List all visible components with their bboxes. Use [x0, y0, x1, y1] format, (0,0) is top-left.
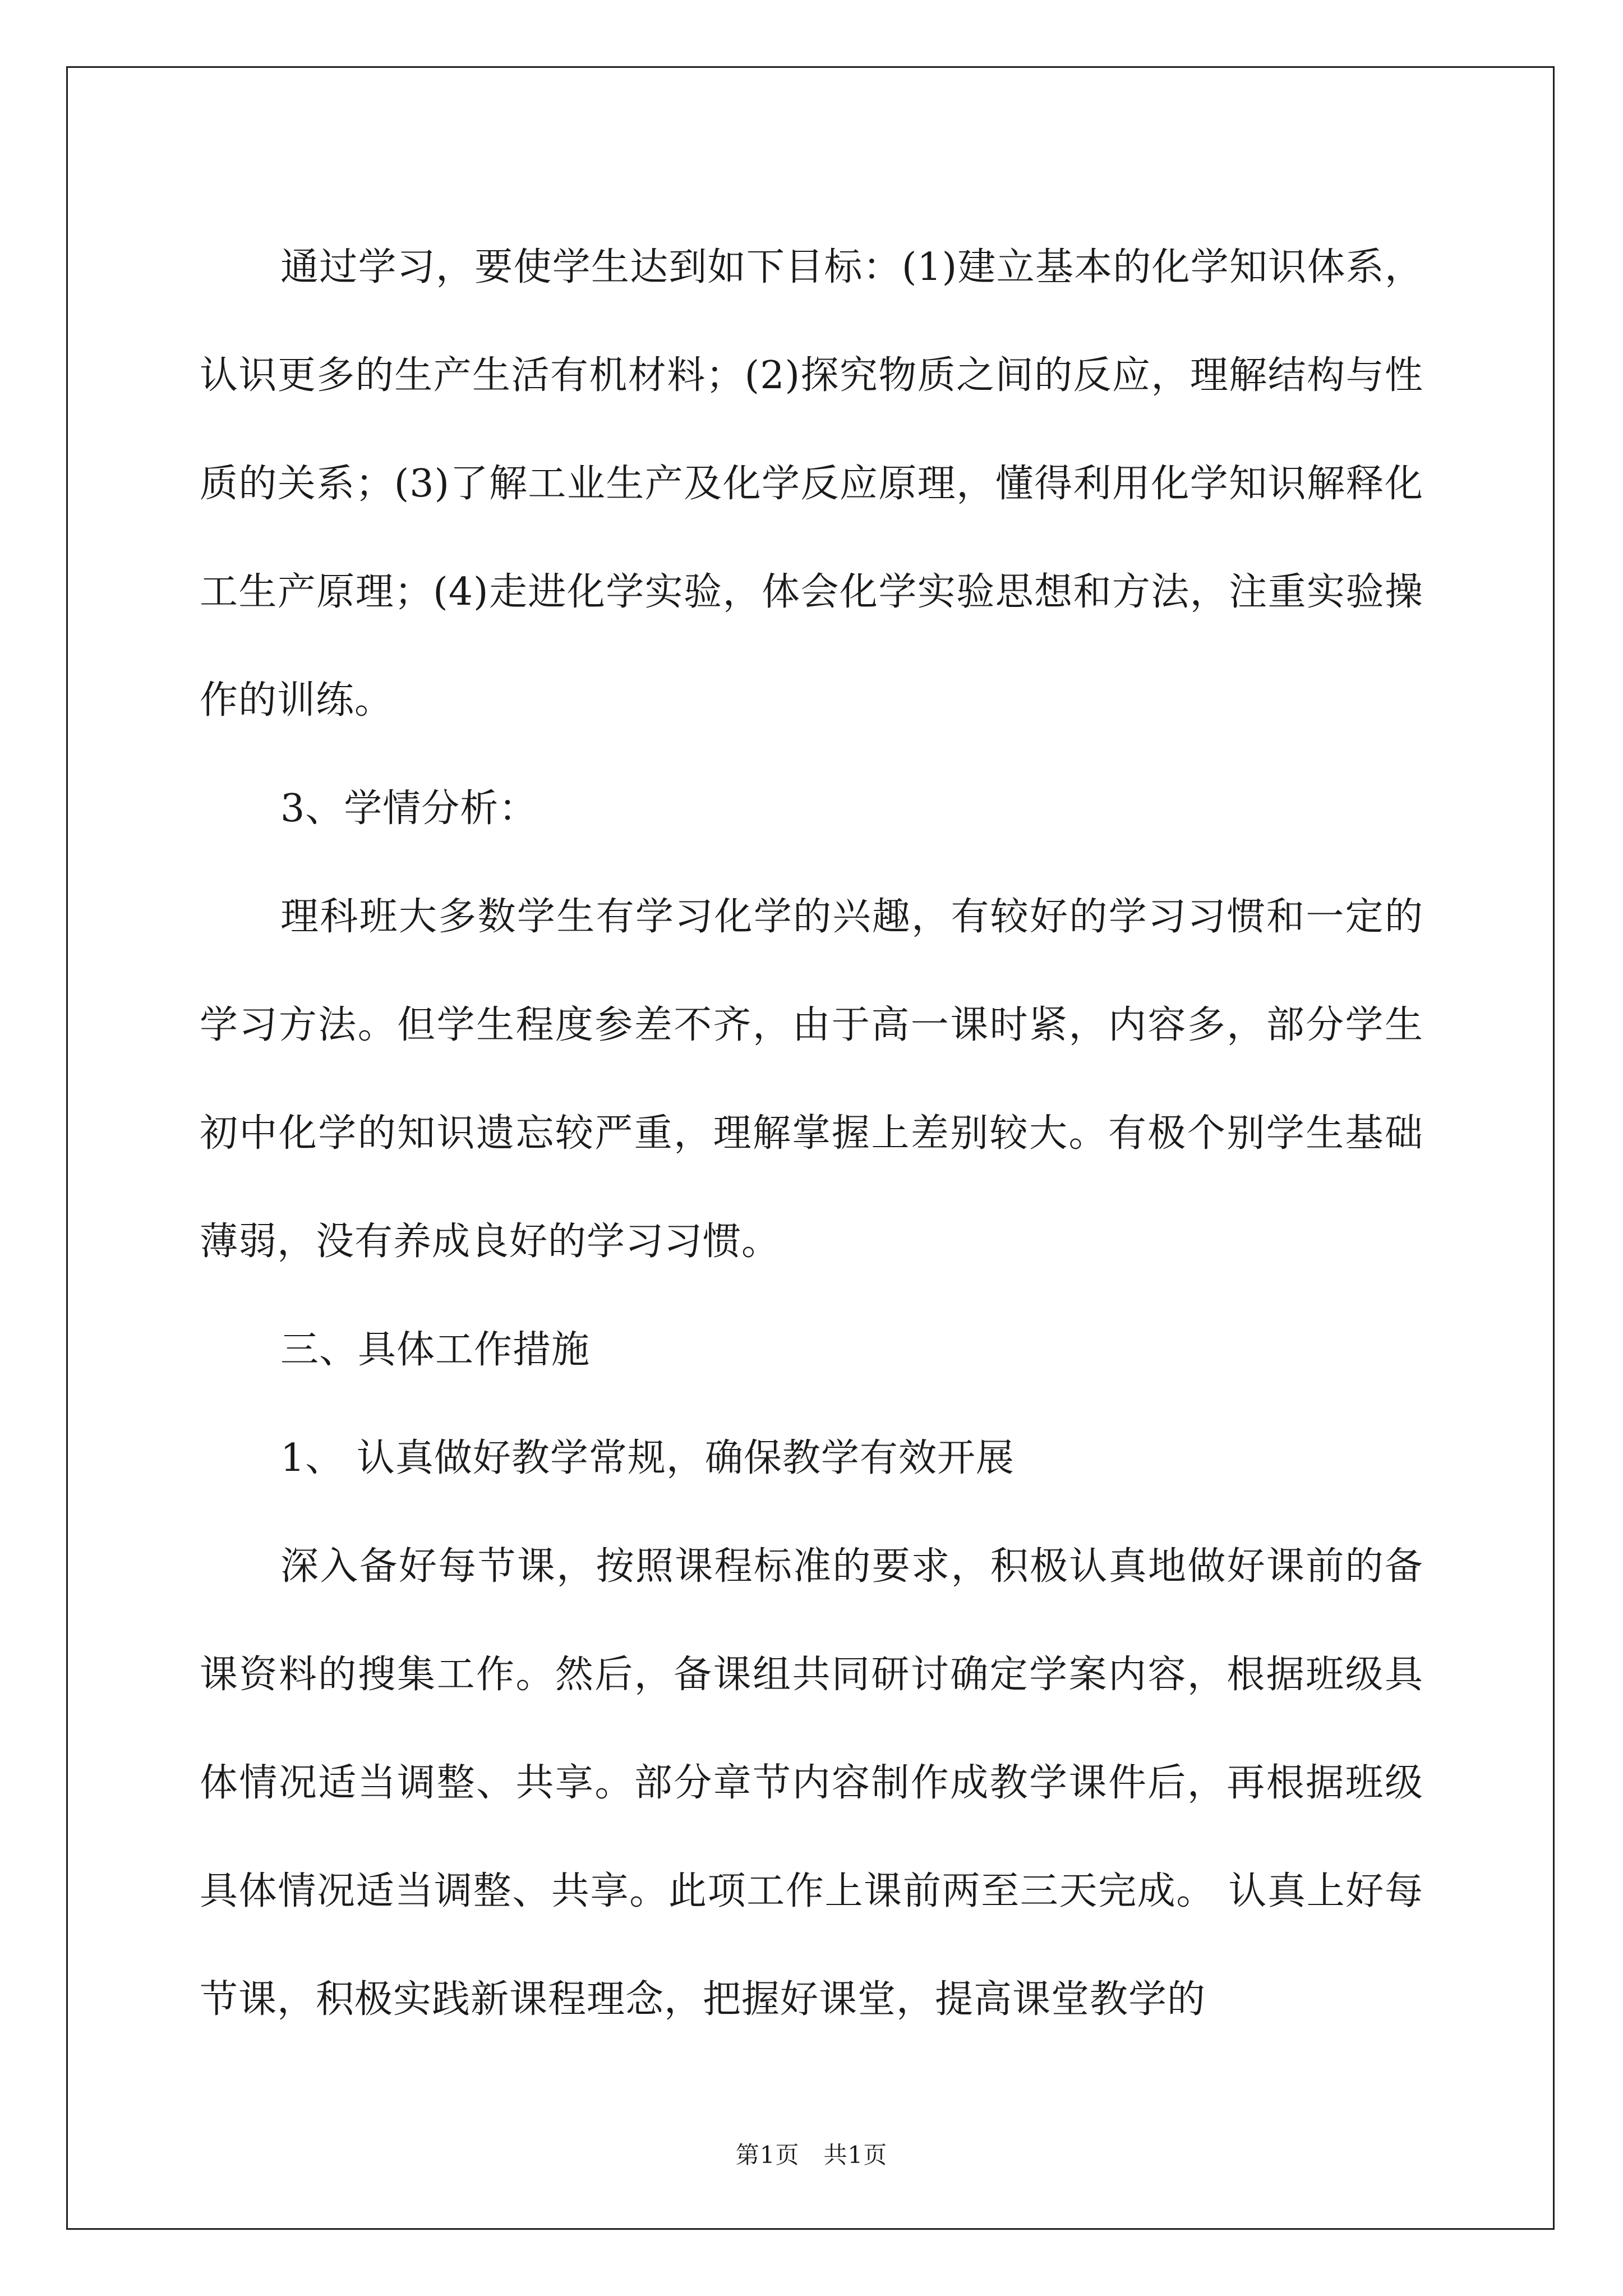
document-body	[200, 213, 1423, 2054]
heading-teaching-routine: 1、 认真做好教学常规，确保教学有效开展	[280, 1436, 1015, 1480]
paragraph-learning-analysis: 理科班大多数学生有学习化学的兴趣，有较好的学习习惯和一定的学习方法。但学生程度参差不齐，由于高一课时紧，内容多，部分学生初中化学的知识遗忘较严重，理解掌握上差别较大。有极个别学生基础薄弱，没有养成良好的学习习惯。	[200, 895, 1423, 1264]
page-number-footer: 第1页 共1页	[735, 2141, 888, 2169]
heading-work-measures: 三、具体工作措施	[280, 1328, 591, 1372]
paragraph-lesson-preparation: 深入备好每节课，按照课程标准的要求，积极认真地做好课前的备课资料的搜集工作。然后，备课组共同研讨确定学案内容，根据班级具体情况适当调整、共享。部分章节内容制作成教学课件后，再根据班级具体情况适当调整、共享。此项工作上课前两至三天完成。 认真上好每节课，积极实践新课程理念，把握好课堂，提高课堂教学的	[200, 1544, 1423, 2022]
heading-learning-analysis: 3、学情分析：	[280, 786, 538, 831]
paragraph-goals: 通过学习，要使学生达到如下目标：(1)建立基本的化学知识体系，认识更多的生产生活有机材料；(2)探究物质之间的反应，理解结构与性质的关系；(3)了解工业生产及化学反应原理，懂得利用化学知识解释化工生产原理；(4)走进化学实验，体会化学实验思想和方法，注重实验操作的训练。	[200, 245, 1423, 723]
